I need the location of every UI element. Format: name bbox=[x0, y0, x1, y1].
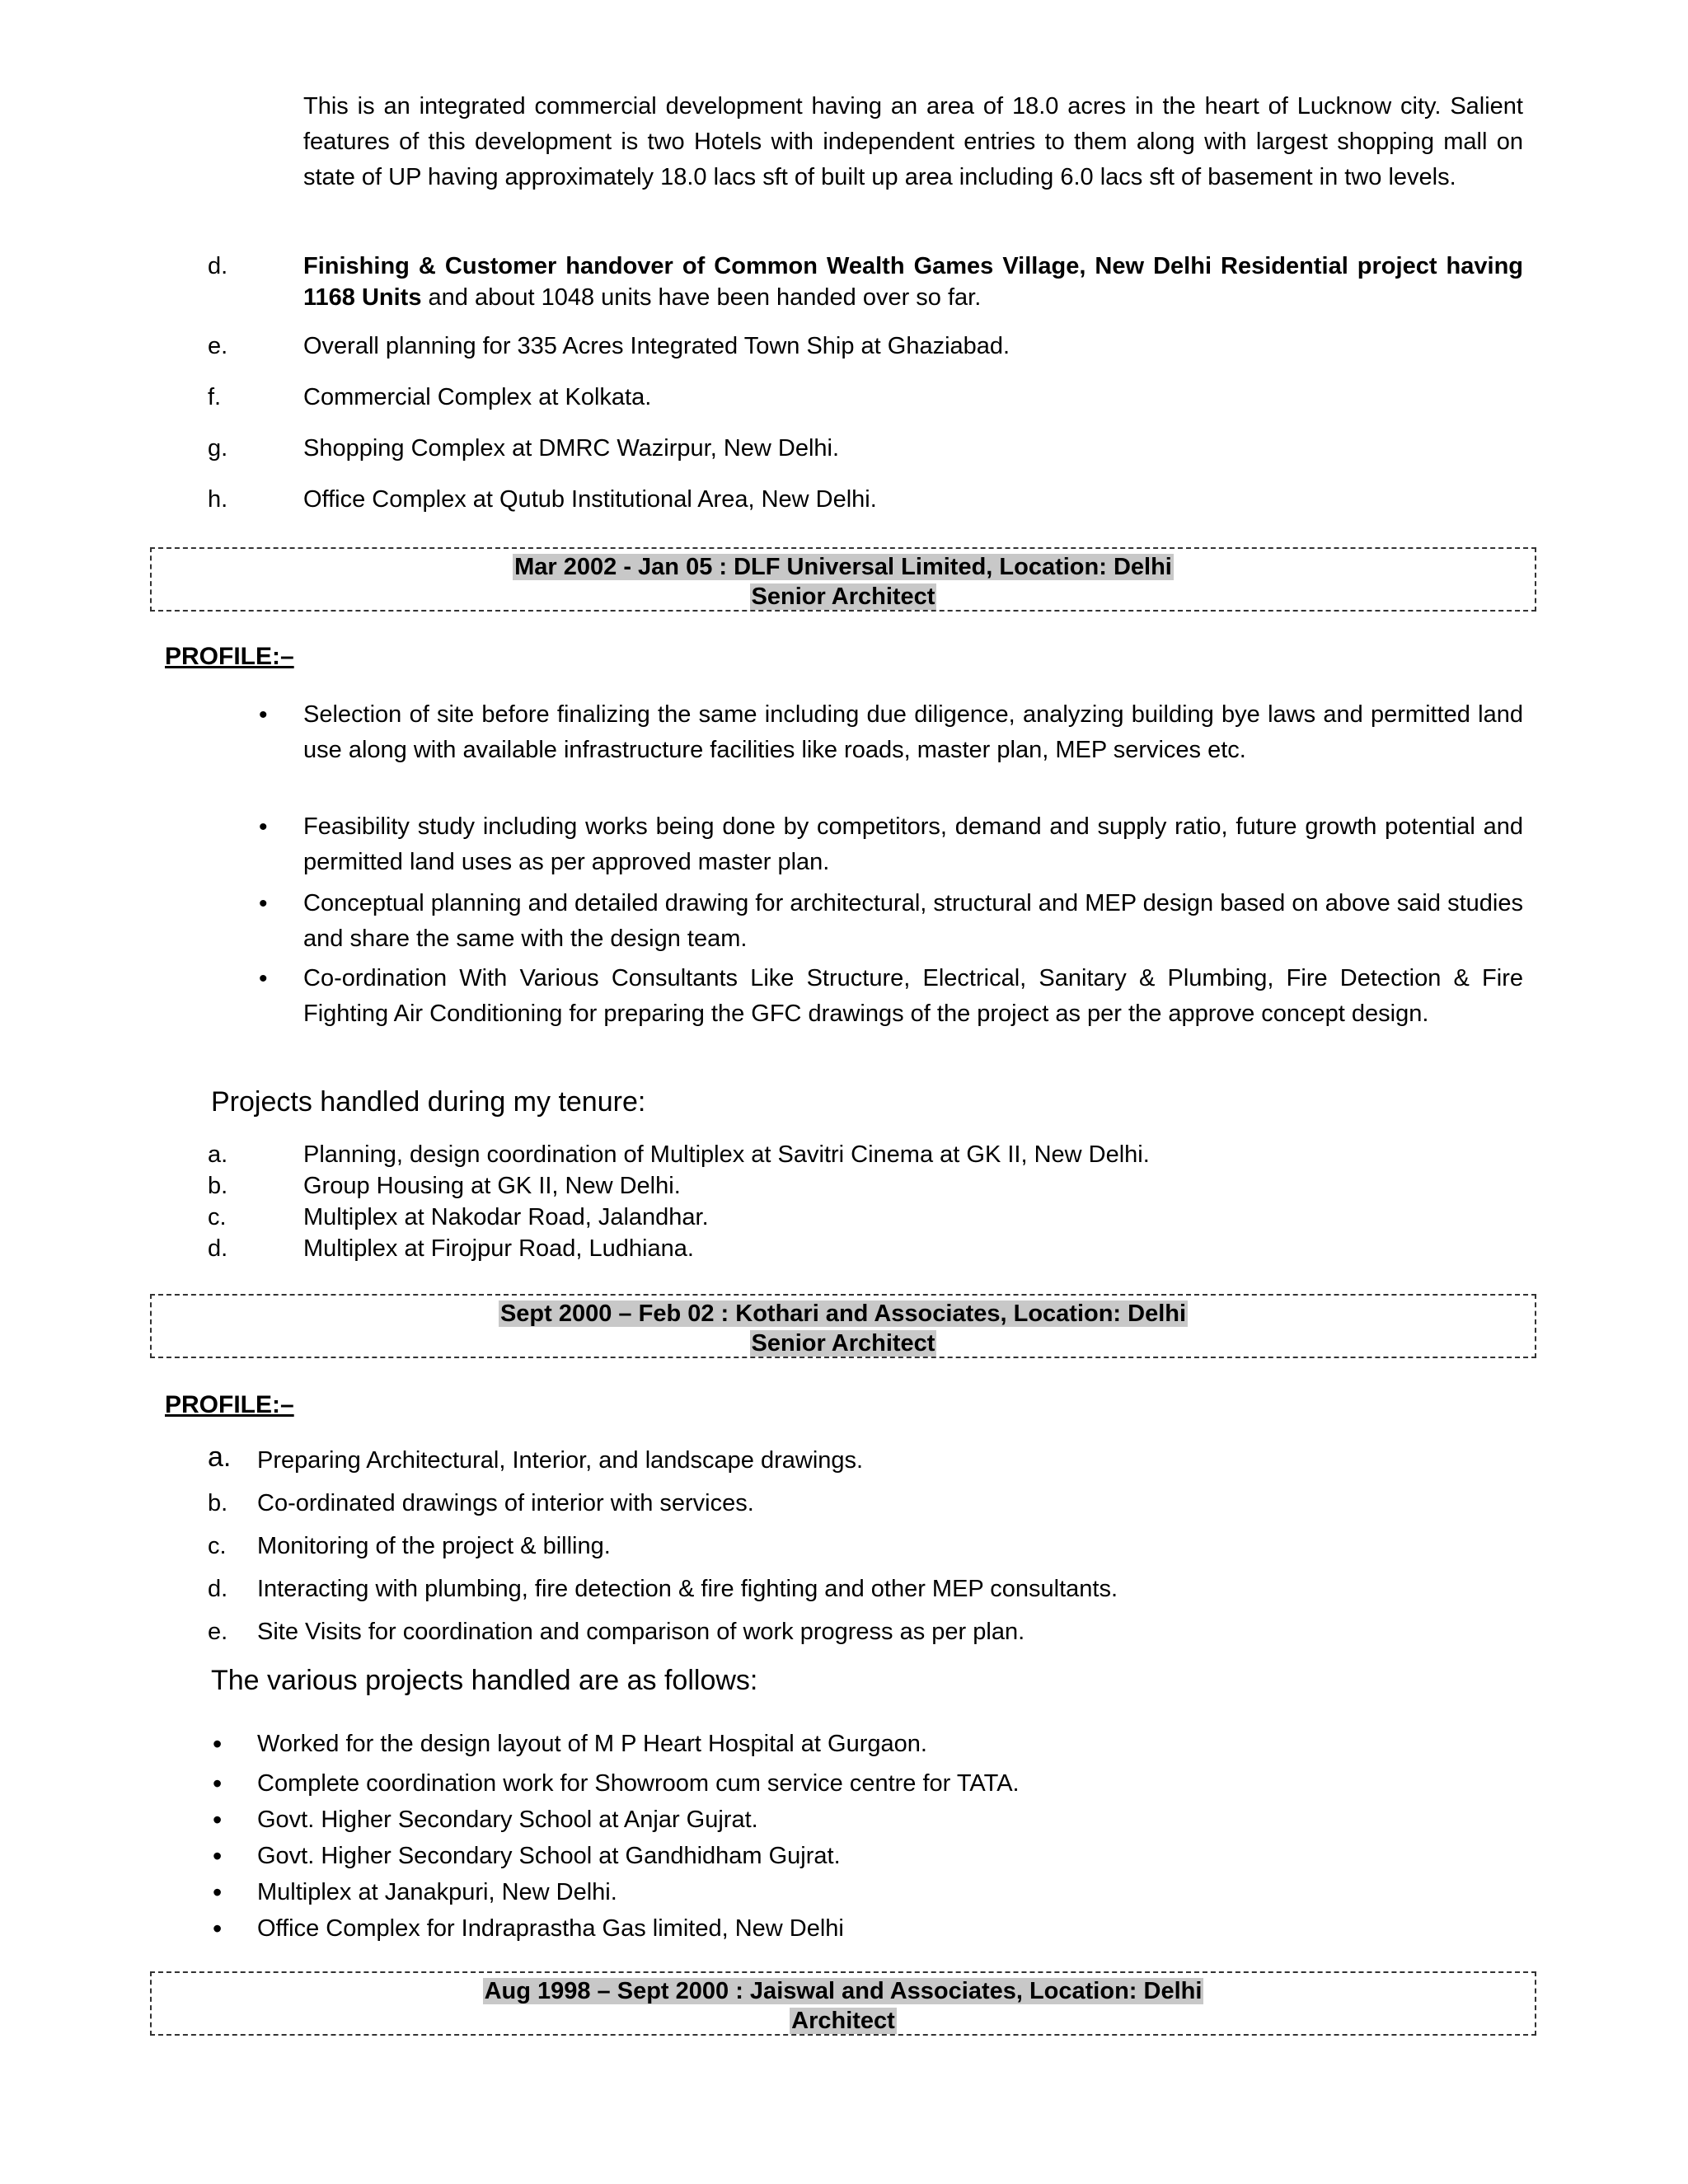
list-item: h. Office Complex at Qutub Institutional Area, New Delhi. bbox=[208, 486, 877, 513]
list-item: d. Finishing & Customer handover of Common Wealth Games Village, New Delhi Residential project having 1168 Units and about 1048 units have been handed over so far. bbox=[208, 253, 1523, 311]
job-header-title: Aug 1998 – Sept 2000 : Jaiswal and Associates, Location: Delhi bbox=[484, 1978, 1203, 2004]
profile-item: • Selection of site before finalizing the same including due diligence, analyzing building bye laws and permitted land use along with available infrastructure facilities like roads, master plan, MEP services etc. bbox=[303, 697, 1523, 768]
profile-item: • Feasibility study including works being done by competitors, demand and supply ratio, future growth potential and permitted land uses as per approved master plan. bbox=[303, 809, 1523, 880]
bullet-icon: • bbox=[213, 1729, 223, 1759]
list-item: g. Shopping Complex at DMRC Wazirpur, New Delhi. bbox=[208, 435, 840, 462]
job-header-box-kothari bbox=[150, 1294, 1536, 1358]
project-item: d. Multiplex at Firojpur Road, Ludhiana. bbox=[208, 1235, 694, 1262]
job-header-box-jaiswal bbox=[150, 1971, 1536, 2036]
resume-page: This is an integrated commercial development having an area of 18.0 acres in the heart of Lucknow city. Salient features of this development is two Hotels with independent entries to them along with largest shopping mall on state of UP having approximately 18.0 lacs sft of built up area including 6.0 lacs sft of basement in two levels. d. Finishing & Customer handover of Common Wealth Games Village, New Delhi Residential project having 1168 Units and about 1048 units have been handed over so far. e. Overall planning for 335 Acres Integrated Town Ship at Ghaziabad. f. Commercial Complex at Kolkata. g. Shopping Complex at DMRC Wazirpur, New Delhi. h. Office Complex at Qutub Institutional Area, New Delhi. Mar 2002 - Jan 05 : DLF Universal Limited, Location: Delhi Senior Architect PROFILE:– • Selection of site before finalizing the same including due diligence, analyzing building bye laws and permitted land use along with available infrastructure facilities like roads, master plan, MEP services etc. • Feasibility study including works being done by competitors, demand and supply ratio, future growth potential and permitted land uses as per approved master plan. • Conceptual planning and detailed drawing for architectural, structural and MEP design based on above said studies and share the same with the design team. • Co-ordination With Various Consultants Like Structure, Electrical, Sanitary & Plumbing, Fire Detection & Fire Fighting Air Conditioning for preparing the GFC drawings of the project as per the approve concept design. Projects handled during my tenure: a. Planning, design coordination of Multiplex at Savitri Cinema at GK II, New Delhi. b. Group Housing at GK II, New Delhi. c. Multiplex at Nakodar Road, Jalandhar. d. Multiplex at Firojpur Road, Ludhiana. Sept 2000 – Feb 02 : Kothari and Associates, Location: Delhi Senior Architect PROFILE:– a. Preparing Architectural, Interior, and landscape drawings. b. Co-ordinated drawings of interior with services. c. Monitoring of the project & billing. d. Interacting with plumbing, fire detection & fire fighting and other MEP consultants. e. Site Visits for coordination and comparison of work progress as per plan. The various projects handled are as follows: • Worked for the design layout of M P Heart Hospital at Gurgaon. • Complete coordination work for Showroom cum service centre for TATA. • Govt. Higher Secondary School at Anjar Gujrat. • Govt. Higher Secondary School at Gandhidham Gujrat. • Multiplex at Janakpuri, New Delhi. • Office Complex for Indraprastha Gas limited, New Delhi Aug 1998 – Sept 2000 : Jaiswal and Associates, Location: Delhi Architect bbox=[0, 0, 1688, 2184]
list-item: f. Commercial Complex at Kolkata. bbox=[208, 384, 652, 410]
project-item: b. Group Housing at GK II, New Delhi. bbox=[208, 1173, 681, 1199]
job-role: Senior Architect bbox=[751, 1330, 935, 1357]
job-header-title: Mar 2002 - Jan 05 : DLF Universal Limited, Location: Delhi bbox=[514, 554, 1172, 580]
job-role: Architect bbox=[791, 2008, 895, 2034]
project-item: c. Multiplex at Nakodar Road, Jalandhar. bbox=[208, 1204, 709, 1230]
list-item: e. Overall planning for 335 Acres Integrated Town Ship at Ghaziabad. bbox=[208, 333, 1010, 359]
bullet-icon: • bbox=[213, 1914, 223, 1943]
job-header-title: Sept 2000 – Feb 02 : Kothari and Associates, Location: Delhi bbox=[499, 1301, 1187, 1327]
bullet-icon: • bbox=[259, 965, 268, 992]
profile-item: • Conceptual planning and detailed drawing for architectural, structural and MEP design based on above said studies and share the same with the design team. bbox=[303, 886, 1523, 957]
list-item-bold-text: Finishing & Customer handover of Common Wealth Games Village, New Delhi Residential project having 1168 Units bbox=[303, 253, 1523, 311]
bullet-icon: • bbox=[213, 1805, 223, 1835]
bullet-icon: • bbox=[259, 813, 268, 841]
profile-heading: PROFILE:– bbox=[165, 1391, 294, 1418]
bullet-icon: • bbox=[213, 1769, 223, 1798]
profile-item: • Co-ordination With Various Consultants Like Structure, Electrical, Sanitary & Plumbing, Fire Detection & Fire Fighting Air Conditioning for preparing the GFC drawings of the project as per the approve concept design. bbox=[303, 961, 1523, 1032]
project-item: a. Planning, design coordination of Multiplex at Savitri Cinema at GK II, New Delhi. bbox=[208, 1141, 1150, 1168]
job-role: Senior Architect bbox=[751, 583, 935, 610]
projects-heading: Projects handled during my tenure: bbox=[211, 1086, 646, 1118]
bullet-icon: • bbox=[213, 1877, 223, 1907]
projects-heading: The various projects handled are as follows: bbox=[211, 1665, 758, 1696]
bullet-icon: • bbox=[259, 890, 268, 917]
bullet-icon: • bbox=[213, 1841, 223, 1871]
profile-heading: PROFILE:– bbox=[165, 643, 294, 670]
intro-paragraph: This is an integrated commercial development having an area of 18.0 acres in the heart of Lucknow city. Salient features of this development is two Hotels with independent entries to them along with largest shopping mall on state of UP having approximately 18.0 lacs sft of built up area including 6.0 lacs sft of basement in two levels. bbox=[303, 93, 1523, 190]
bullet-icon: • bbox=[259, 701, 268, 729]
job-header-box-dlf bbox=[150, 547, 1536, 612]
